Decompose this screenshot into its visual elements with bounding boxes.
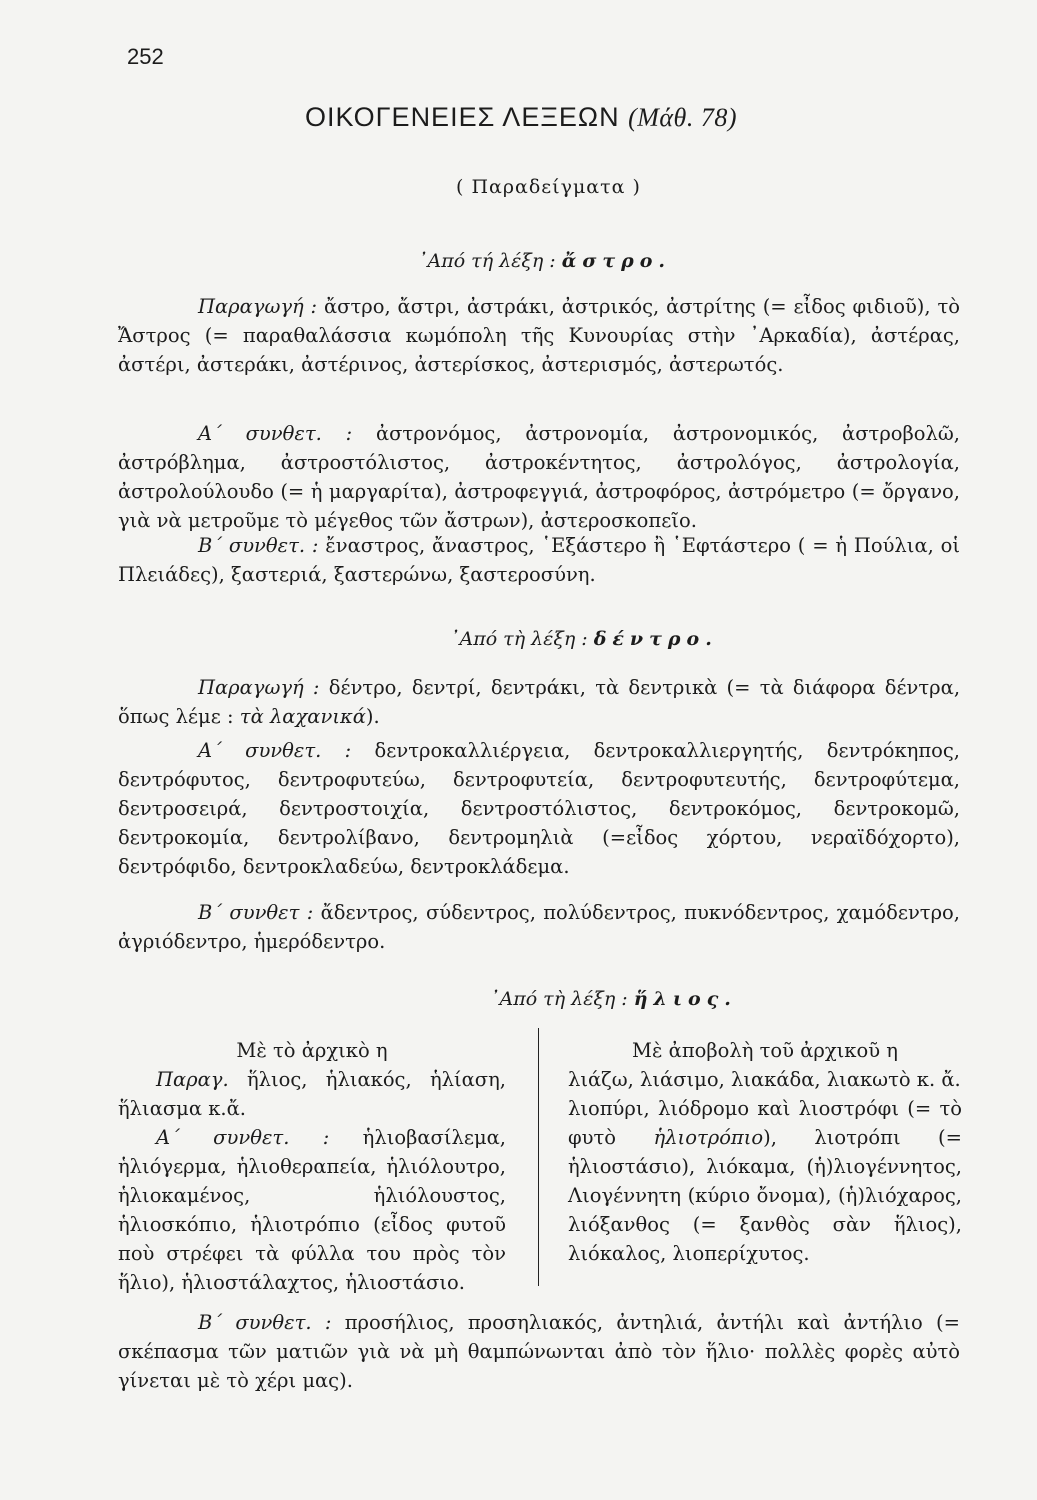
heading-word: ἥλιος. <box>633 988 737 1010</box>
left-derivation <box>118 1065 506 1123</box>
right-text-2a: λιοπύρι, λιόδρομο καὶ λιοστρόφι (= τὸ φυτὸ <box>568 1097 962 1149</box>
heading-prefix: ᾿Από τὴ λέξη : <box>490 988 628 1010</box>
derivation-text: δέντρο, δεντρί, δεντράκι, τὰ δεντρικὰ (= τὰ διάφορα δέντρα, ὅπως λέμε : <box>118 676 961 728</box>
heading-word: ἄστρο. <box>561 250 672 272</box>
derivation-tail: ). <box>365 705 380 728</box>
compound-b-label: Β΄ συνθετ : <box>198 901 314 924</box>
heading-prefix: ᾿Από τὴ λέξη : <box>450 628 588 650</box>
compound-a-text: δεντροκαλλιέργεια, δεντροκαλλιεργητής, δεντρόκηπος, δεντρόφυτος, δεντροφυτεύω, δεντροφυτεία, δεντροφυτευτής, δεντροφύτεμα, δεντροσειρά, δεντροστοιχία, δεντροστόλιστος, δεντροκόμος, δεντροκομῶ, δεντροκομία, δεντρολίβανο, δεντρομηλιὰ (=εἶδος χόρτου, νεραϊδόχορτο), δεντρόφιδο, δεντροκλαδεύω, δεντροκλάδεμα. <box>118 739 961 878</box>
column-divider <box>538 1028 539 1286</box>
right-example: ἡλιοτρόπιο <box>653 1126 764 1149</box>
compound-a-paragraph <box>118 419 960 535</box>
section-heading-astro <box>418 250 671 272</box>
compound-b-text: ἄδεντρος, σύδεντρος, πολύδεντρος, πυκνόδεντρος, χαμόδεντρο, ἀγριόδεντρο, ἡμερόδεντρο. <box>118 901 960 953</box>
derivation-label: Παραγωγή : <box>198 676 320 699</box>
compound-a-text: ἀστρονόμος, ἀστρονομία, ἀστρονομικός, ἀστροβολῶ, ἀστρόβλημα, ἀστροστόλιστος, ἀστροκέντητος, ἀστρολόγος, ἀστρολογία, ἀστρολούλουδο (= ἡ μαργαρίτα), ἀστροφεγγιά, ἀστροφόρος, ἀστρόμετρο (= ὄργανο, γιὰ νὰ μετροῦμε τὸ μέγεθος τῶν ἄστρων), ἀστεροσκοπεῖο. <box>118 422 960 532</box>
derivation-paragraph <box>118 673 960 731</box>
left-compound <box>118 1123 506 1297</box>
left-compound-text: ἡλιοβασίλεμα, ἡλιόγερμα, ἡλιοθεραπεία, ἡλιόλουτρο, ἡλιοκαμένος, ἡλιόλουστος, ἡλιοσκόπιο, ἡλιοτρόπιο (εἶδος φυτοῦ ποὺ στρέφει τὰ φύλλα του πρὸς τὸν ἥλιο), ἡλιοστάλαχτος, ἡλιοστάσιο. <box>118 1126 506 1294</box>
compound-a-paragraph <box>118 736 960 881</box>
derivation-example: τὰ λαχανικά <box>239 705 366 728</box>
right-text-2b: ), λιοτρόπι (= ἡλιοστάσιο), λιόκαμα, (ἡ)λιογέννητος, Λιογέννητη (κύριο ὄνομα), (ἡ)λιόχαρος, λιόξανθος (= ξανθὸς σὰν ἥλιος), λιόκαλος, λιοπερίχυτος. <box>568 1126 962 1265</box>
section-heading-dentro <box>450 628 718 650</box>
compound-b-paragraph <box>118 531 960 589</box>
right-text-1: λιάζω, λιάσιμο, λιακάδα, λιακωτὸ κ. ἄ. <box>568 1068 961 1091</box>
left-column-heading: Μὲ τὸ ἀρχικὸ η <box>236 1039 388 1062</box>
right-column <box>568 1036 962 1268</box>
derivation-paragraph <box>118 292 960 379</box>
compound-b-paragraph <box>118 898 960 956</box>
left-derivation-text: ἥλιος, ἡλιακός, ἡλίαση, ἥλιασμα κ.ἄ. <box>118 1068 506 1120</box>
section-heading-helios <box>490 988 737 1010</box>
heading-word: δέντρο. <box>593 628 718 650</box>
compound-b-text: προσήλιος, προσηλιακός, ἀντηλιά, ἀντήλι καὶ ἀντήλιο (= σκέπασμα τῶν ματιῶν γιὰ νὰ μὴ θαμπώνωνται ἀπὸ τὸν ἥλιο· πολλὲς φορὲς αὐτὸ γίνεται μὲ τὸ χέρι μας). <box>118 1311 960 1392</box>
left-compound-label: Α΄ συνθετ. : <box>156 1126 330 1149</box>
title-reference: (Μάθ. 78) <box>628 103 737 132</box>
right-column-heading: Μὲ ἀποβολὴ τοῦ ἀρχικοῦ η <box>632 1039 898 1062</box>
page-number: 252 <box>127 44 164 69</box>
compound-b-label: Β΄ συνθετ. : <box>198 1311 332 1334</box>
compound-b-text: ἔναστρος, ἄναστρος, ῾Εξάστερο ἢ ῾Εφτάστερο ( = ἡ Πούλια, οἱ Πλειάδες), ξαστεριά, ξαστερώνω, ξαστεροσύνη. <box>118 534 960 586</box>
compound-a-label: Α΄ συνθετ. : <box>198 739 352 762</box>
derivation-text: ἄστρο, ἄστρι, ἀστράκι, ἀστρικός, ἀστρίτης (= εἶδος φιδιοῦ), τὸ Ἄστρος (= παραθαλάσσια κωμόπολη τῆς Κυνουρίας στὴν ᾿Αρκαδία), ἀστέρας, ἀστέρι, ἀστεράκι, ἀστέρινος, ἀστερίσκος, ἀστερισμός, ἀστερωτός. <box>118 295 961 376</box>
page-title <box>305 102 737 133</box>
left-derivation-label: Παραγ. <box>156 1068 229 1091</box>
compound-b-label: Β΄ συνθετ. : <box>198 534 319 557</box>
right-text-2 <box>568 1094 962 1268</box>
heading-prefix: ᾿Από τή λέξη : <box>418 250 556 272</box>
page-subtitle: ( Παραδείγματα ) <box>456 176 641 198</box>
left-column <box>118 1036 506 1297</box>
compound-a-label: Α΄ συνθετ. : <box>198 422 353 445</box>
derivation-label: Παραγωγή : <box>198 295 318 318</box>
compound-b-paragraph <box>118 1308 960 1395</box>
title-main: ΟΙΚΟΓΕΝΕΙΕΣ ΛΕΞΕΩΝ <box>305 102 620 132</box>
